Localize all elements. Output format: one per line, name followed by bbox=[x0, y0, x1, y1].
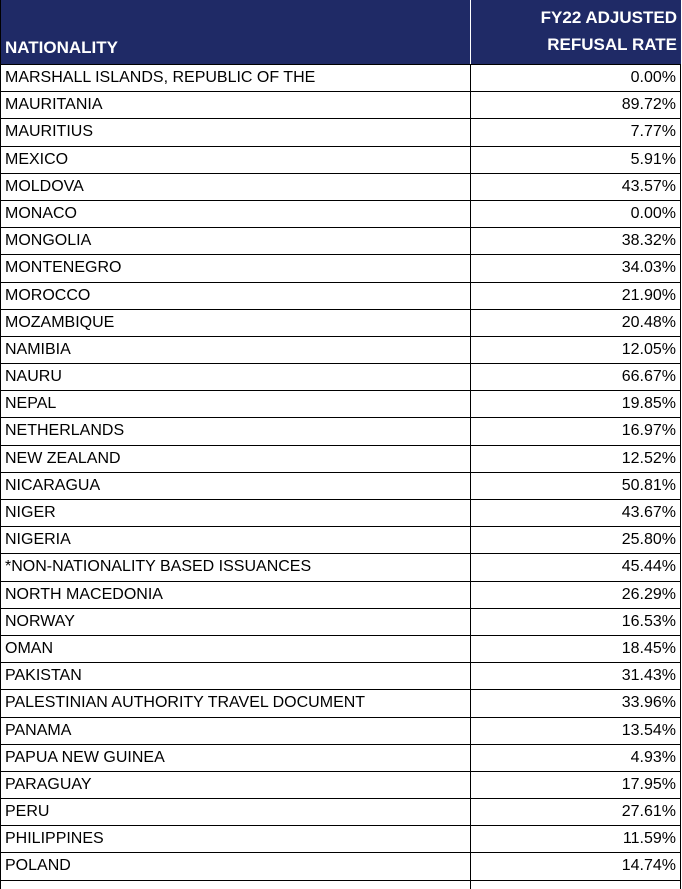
refusal-rate-cell: 17.95% bbox=[471, 772, 681, 798]
table-row bbox=[1, 473, 681, 500]
refusal-rate-cell: 34.03% bbox=[471, 255, 681, 281]
nationality-cell: POLAND bbox=[1, 853, 471, 879]
refusal-rate-cell: 0.00% bbox=[471, 201, 681, 227]
table-row bbox=[1, 119, 681, 146]
header-refusal-rate bbox=[471, 0, 681, 64]
nationality-cell: NICARAGUA bbox=[1, 473, 471, 499]
table-row bbox=[1, 391, 681, 418]
refusal-rate-cell: 19.85% bbox=[471, 391, 681, 417]
table-row bbox=[1, 446, 681, 473]
table-row bbox=[1, 174, 681, 201]
refusal-rate-cell: 89.72% bbox=[471, 92, 681, 118]
table-header bbox=[1, 0, 681, 65]
table-continuation bbox=[1, 881, 681, 889]
table-row bbox=[1, 690, 681, 717]
nationality-cell: PHILIPPINES bbox=[1, 826, 471, 852]
refusal-rate-cell: 4.93% bbox=[471, 745, 681, 771]
nationality-cell: PALESTINIAN AUTHORITY TRAVEL DOCUMENT bbox=[1, 690, 471, 716]
header-rate-line2: REFUSAL RATE bbox=[547, 35, 677, 54]
table-row bbox=[1, 92, 681, 119]
nationality-cell: NAMIBIA bbox=[1, 337, 471, 363]
refusal-rate-cell: 0.00% bbox=[471, 65, 681, 91]
nationality-cell: NIGER bbox=[1, 500, 471, 526]
nationality-cell: MARSHALL ISLANDS, REPUBLIC OF THE bbox=[1, 65, 471, 91]
nationality-cell: MONACO bbox=[1, 201, 471, 227]
nationality-cell: PARAGUAY bbox=[1, 772, 471, 798]
nationality-cell: MEXICO bbox=[1, 147, 471, 173]
table-row bbox=[1, 65, 681, 92]
refusal-rate-cell: 14.74% bbox=[471, 853, 681, 879]
nationality-cell: MONTENEGRO bbox=[1, 255, 471, 281]
table-row bbox=[1, 337, 681, 364]
refusal-rate-cell: 43.67% bbox=[471, 500, 681, 526]
refusal-rate-cell: 5.91% bbox=[471, 147, 681, 173]
refusal-rate-cell: 45.44% bbox=[471, 554, 681, 580]
nationality-cell: MOLDOVA bbox=[1, 174, 471, 200]
nationality-cell: NIGERIA bbox=[1, 527, 471, 553]
table-row bbox=[1, 718, 681, 745]
refusal-rate-cell: 26.29% bbox=[471, 582, 681, 608]
table-row bbox=[1, 636, 681, 663]
table-row bbox=[1, 772, 681, 799]
nationality-cell: PERU bbox=[1, 799, 471, 825]
refusal-rate-cell: 66.67% bbox=[471, 364, 681, 390]
refusal-rate-cell: 12.05% bbox=[471, 337, 681, 363]
nationality-cell: PAKISTAN bbox=[1, 663, 471, 689]
refusal-rate-cell: 27.61% bbox=[471, 799, 681, 825]
nationality-cell: MONGOLIA bbox=[1, 228, 471, 254]
table-row bbox=[1, 147, 681, 174]
nationality-cell: NEW ZEALAND bbox=[1, 446, 471, 472]
nationality-cell: MAURITANIA bbox=[1, 92, 471, 118]
nationality-cell: PAPUA NEW GUINEA bbox=[1, 745, 471, 771]
refusal-rate-cell: 12.52% bbox=[471, 446, 681, 472]
refusal-rate-cell: 13.54% bbox=[471, 718, 681, 744]
table-row bbox=[1, 826, 681, 853]
refusal-rate-cell: 11.59% bbox=[471, 826, 681, 852]
nationality-cell: NETHERLANDS bbox=[1, 418, 471, 444]
nationality-cell: NORWAY bbox=[1, 609, 471, 635]
nationality-cell: *NON-NATIONALITY BASED ISSUANCES bbox=[1, 554, 471, 580]
refusal-rate-cell: 18.45% bbox=[471, 636, 681, 662]
table-row bbox=[1, 582, 681, 609]
table-row bbox=[1, 527, 681, 554]
table-row bbox=[1, 500, 681, 527]
table-row bbox=[1, 283, 681, 310]
header-nationality-label: NATIONALITY bbox=[5, 38, 119, 57]
table-row bbox=[1, 364, 681, 391]
table-row bbox=[1, 418, 681, 445]
refusal-rate-cell: 31.43% bbox=[471, 663, 681, 689]
nationality-cell: NEPAL bbox=[1, 391, 471, 417]
nationality-cell: MAURITIUS bbox=[1, 119, 471, 145]
refusal-rate-cell: 43.57% bbox=[471, 174, 681, 200]
table-row bbox=[1, 201, 681, 228]
table-row bbox=[1, 609, 681, 636]
refusal-rate-cell: 20.48% bbox=[471, 310, 681, 336]
table-row bbox=[1, 228, 681, 255]
refusal-rate-cell: 7.77% bbox=[471, 119, 681, 145]
nationality-cell: OMAN bbox=[1, 636, 471, 662]
refusal-rate-cell: 16.53% bbox=[471, 609, 681, 635]
table-row bbox=[1, 255, 681, 282]
nationality-cell: NAURU bbox=[1, 364, 471, 390]
table-row bbox=[1, 554, 681, 581]
nationality-cell: PANAMA bbox=[1, 718, 471, 744]
table-body bbox=[1, 65, 681, 881]
nationality-cell: MOROCCO bbox=[1, 283, 471, 309]
refusal-rate-cell: 16.97% bbox=[471, 418, 681, 444]
refusal-rate-cell: 33.96% bbox=[471, 690, 681, 716]
nationality-cell: MOZAMBIQUE bbox=[1, 310, 471, 336]
header-nationality bbox=[1, 0, 471, 64]
table-row bbox=[1, 745, 681, 772]
nationality-cell: NORTH MACEDONIA bbox=[1, 582, 471, 608]
refusal-rate-cell: 25.80% bbox=[471, 527, 681, 553]
refusal-rate-cell: 50.81% bbox=[471, 473, 681, 499]
table-row bbox=[1, 663, 681, 690]
refusal-rate-cell: 21.90% bbox=[471, 283, 681, 309]
table-row bbox=[1, 310, 681, 337]
header-rate-line1: FY22 ADJUSTED bbox=[540, 8, 677, 27]
table-row bbox=[1, 853, 681, 880]
refusal-rate-cell: 38.32% bbox=[471, 228, 681, 254]
table-row bbox=[1, 799, 681, 826]
